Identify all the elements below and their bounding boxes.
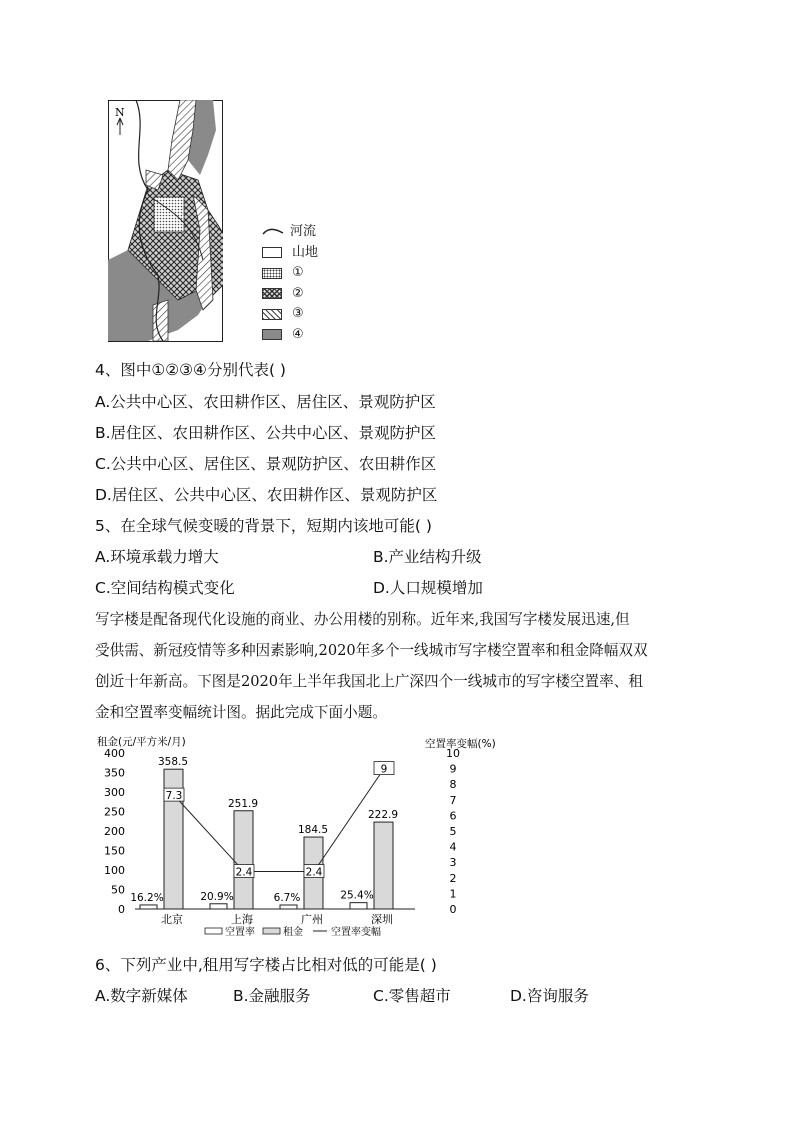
rent-bar <box>374 822 393 909</box>
q6-option-b[interactable]: B.金融服务 <box>233 987 311 1005</box>
category-label: 广州 <box>301 913 323 926</box>
y-tick-label: 350 <box>104 766 125 780</box>
legend-vacancy-swatch <box>205 928 222 934</box>
chart-svg <box>95 733 505 945</box>
y-tick-label: 150 <box>104 844 125 858</box>
change-label: 2.4 <box>235 866 253 879</box>
passage <box>95 604 710 728</box>
passage-line: 受供需、新冠疫情等多种因素影响,2020年多个一线城市写字楼空置率和租金降幅双双 <box>95 642 648 659</box>
q6-option-c[interactable]: C.零售超市 <box>373 987 451 1005</box>
hatch-swatch-icon <box>262 309 282 320</box>
passage-line: 创近十年新高。下图是2020年上半年我国北上广深四个一线城市的写字楼空置率、租 <box>95 673 643 690</box>
legend-rent-label: 租金 <box>283 927 303 938</box>
change-line <box>174 769 384 872</box>
legend-zone4: ④ <box>262 325 318 346</box>
q4-option-a[interactable]: A.公共中心区、农田耕作区、居住区、景观防护区 <box>95 393 436 411</box>
vacancy-bar <box>210 904 227 909</box>
passage-line: 金和空置率变幅统计图。据此完成下面小题。 <box>95 704 387 721</box>
vacancy-bar <box>140 905 157 909</box>
y2-axis-title: 空置率变幅(%) <box>425 738 496 750</box>
y2-tick-label: 6 <box>449 809 457 823</box>
y-tick-label: 300 <box>104 786 125 799</box>
q5-option-a[interactable]: A.环境承载力增大 <box>95 548 219 566</box>
vacancy-bar <box>350 903 367 909</box>
y2-tick-label: 1 <box>449 887 457 901</box>
y-tick-label: 0 <box>118 903 125 916</box>
rent-label: 222.9 <box>367 809 399 822</box>
q4-option-c[interactable]: C.公共中心区、居住区、景观防护区、农田耕作区 <box>95 455 437 473</box>
legend-change-label: 空置率变幅 <box>331 927 381 938</box>
passage-line: 写字楼是配备现代化设施的商业、办公用楼的别称。近年来,我国写字楼发展迅速,但 <box>95 611 630 628</box>
y2-tick-label: 7 <box>449 793 457 807</box>
legend-zone1: ① <box>262 263 318 284</box>
q5-option-d[interactable]: D.人口规模增加 <box>373 579 483 597</box>
office-chart <box>95 733 505 945</box>
y-tick-label: 50 <box>111 883 125 897</box>
q4-option-b[interactable]: B.居住区、农田耕作区、公共中心区、景观防护区 <box>95 424 437 442</box>
category-label: 上海 <box>231 913 253 926</box>
q6-option-a[interactable]: A.数字新媒体 <box>95 987 188 1005</box>
y2-tick-label: 8 <box>449 778 457 792</box>
y-axis-title: 租金(元/平方米/月) <box>97 736 186 748</box>
y2-tick-label: 5 <box>449 825 457 838</box>
vacancy-label: 25.4% <box>340 889 374 902</box>
crosshatch-swatch-icon <box>262 288 282 299</box>
river-icon <box>262 227 284 237</box>
vacancy-label: 16.2% <box>130 891 164 904</box>
y2-tick-label: 9 <box>449 762 457 776</box>
rent-bar <box>234 811 253 909</box>
legend-mountain: 山地 <box>262 243 318 264</box>
rent-label: 358.5 <box>157 756 189 769</box>
q4-stem: 4、图中①②③④分别代表( ) <box>95 361 286 379</box>
mountain-swatch <box>262 247 282 258</box>
y2-tick-label: 10 <box>446 747 460 760</box>
q5-option-c[interactable]: C.空间结构模式变化 <box>95 579 235 597</box>
gray-swatch-icon <box>262 329 282 340</box>
north-arrow: N <box>115 106 125 119</box>
change-label: 9 <box>380 763 388 776</box>
map-legend <box>262 222 318 345</box>
map-figure <box>108 100 223 342</box>
y-tick-label: 400 <box>104 747 125 760</box>
y2-tick-label: 4 <box>449 840 457 854</box>
vacancy-bar <box>280 905 297 909</box>
land-use-map <box>108 100 223 342</box>
legend-river: 河流 <box>262 222 318 243</box>
dotted-swatch-icon <box>262 268 282 279</box>
y2-tick-label: 0 <box>449 903 457 916</box>
vacancy-label: 20.9% <box>200 890 234 903</box>
legend-rent-swatch <box>263 928 280 934</box>
legend-zone2: ② <box>262 284 318 305</box>
q6-option-d[interactable]: D.咨询服务 <box>510 987 589 1005</box>
category-label: 深圳 <box>371 913 393 926</box>
category-label: 北京 <box>161 913 183 926</box>
q4-option-d[interactable]: D.居住区、公共中心区、农田耕作区、景观防护区 <box>95 486 438 504</box>
q5-option-b[interactable]: B.产业结构升级 <box>373 548 482 566</box>
change-label: 7.3 <box>165 790 183 803</box>
q5-stem: 5、在全球气候变暖的背景下，短期内该地可能( ) <box>95 517 432 535</box>
y-tick-label: 100 <box>104 864 125 877</box>
q6-stem: 6、下列产业中,租用写字楼占比相对低的可能是( ) <box>95 956 437 974</box>
y-tick-label: 250 <box>104 805 125 819</box>
vacancy-label: 6.7% <box>273 892 301 904</box>
y2-tick-label: 2 <box>449 871 457 885</box>
rent-label: 251.9 <box>227 797 259 810</box>
legend-vacancy-label: 空置率 <box>225 927 255 938</box>
y-tick-label: 200 <box>104 825 125 838</box>
legend-zone3: ③ <box>262 304 318 325</box>
change-label: 2.4 <box>305 866 323 879</box>
rent-label: 184.5 <box>297 824 329 837</box>
y2-tick-label: 3 <box>449 856 457 870</box>
